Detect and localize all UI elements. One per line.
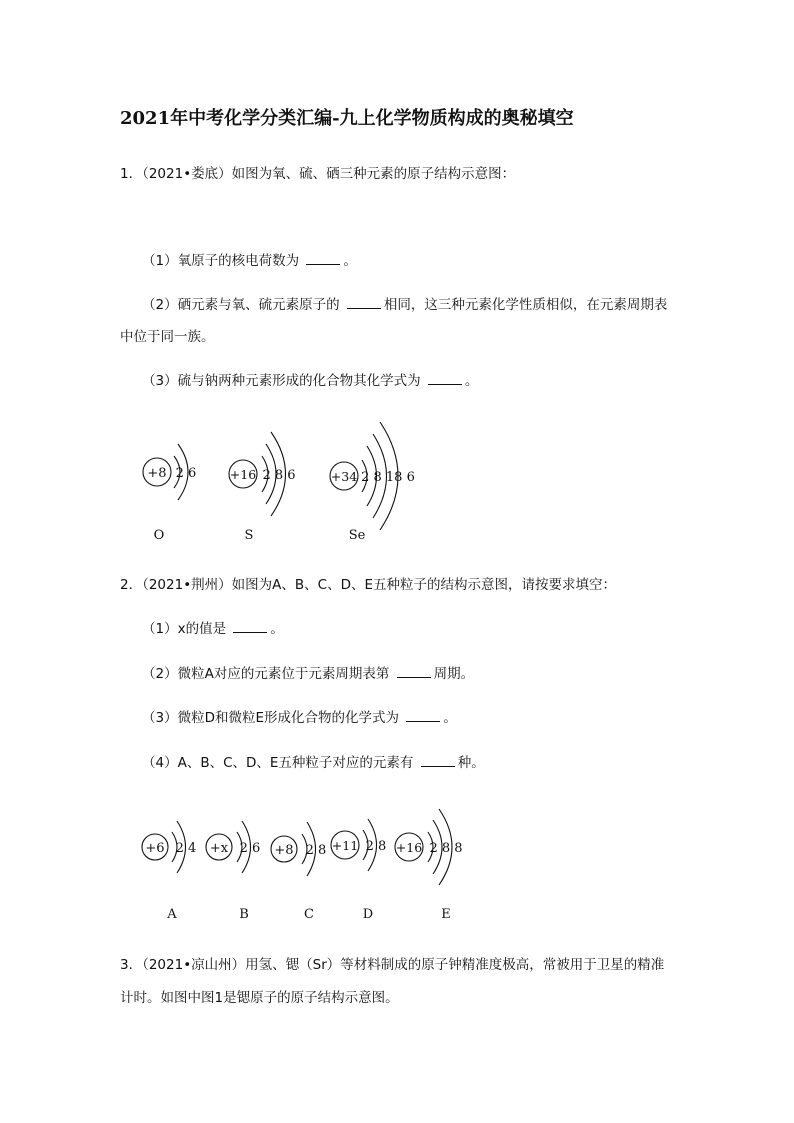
answer-blank[interactable] <box>421 754 455 767</box>
atom-se-diagram <box>330 422 415 543</box>
particle-d-diagram <box>331 819 386 922</box>
question-3-stem-line-1: 3．（2021•凉山州）用氢、锶（Sr）等材料制成的原子钟精准度极高，常被用于卫星的精准 <box>120 957 665 973</box>
page-title: 2021年中考化学分类汇编-九上化学物质构成的奥秘填空 <box>120 108 574 129</box>
nucleus-charge: +16 <box>395 840 423 855</box>
nucleus-charge: +8 <box>274 843 294 858</box>
electron-config: 2 6 <box>239 841 261 856</box>
question-1-part-2 <box>142 293 667 313</box>
question-2-part-3 <box>142 706 457 726</box>
question-2-part-1 <box>142 617 284 637</box>
particle-c-diagram <box>271 822 326 922</box>
nucleus-charge: +8 <box>147 466 167 481</box>
q2-p3-end: 。 <box>443 710 457 726</box>
electron-config: 2 4 <box>175 841 197 856</box>
question-2-stem: 2．（2021•荆州）如图为A、B、C、D、E五种粒子的结构示意图，请按要求填空： <box>120 577 617 593</box>
question-2-part-2 <box>142 662 474 682</box>
answer-blank[interactable] <box>233 620 267 633</box>
q2-p4-end: 种。 <box>457 755 485 771</box>
q2-p1-text: （1）x的值是 <box>142 621 231 637</box>
nucleus-charge: +11 <box>331 838 359 853</box>
question-3-stem-line-2: 计时。如图中图1是锶原子的原子结构示意图。 <box>120 990 399 1006</box>
atom-label: Se <box>348 528 366 543</box>
particle-structure-diagram-q2 <box>0 800 794 930</box>
answer-blank[interactable] <box>306 252 340 265</box>
nucleus-charge: +34 <box>330 469 358 484</box>
q2-p3-text: （3）微粒D和微粒E形成化合物的化学式为 <box>142 710 404 726</box>
electron-config: 2 6 <box>175 466 197 481</box>
nucleus-charge: +16 <box>229 467 257 482</box>
atom-label: S <box>244 528 254 543</box>
particle-label: A <box>167 907 177 922</box>
q1-p1-text: （1）氧原子的核电荷数为 <box>142 253 304 269</box>
question-2-part-4 <box>142 751 485 771</box>
question-1-part-1 <box>142 249 357 269</box>
particle-label: C <box>304 907 314 922</box>
particle-e-diagram <box>395 809 463 922</box>
q1-p3-text: （3）硫与钠两种元素形成的化合物其化学式为 <box>142 373 425 389</box>
q1-p1-end: 。 <box>343 253 357 269</box>
particle-label: E <box>441 907 451 922</box>
question-1-part-2-cont: 中位于同一族。 <box>120 329 215 345</box>
q1-p3-end: 。 <box>464 373 479 389</box>
electron-config: 2 8 18 6 <box>361 470 415 485</box>
particle-b-diagram <box>206 821 260 922</box>
q1-p2-text: （2）硒元素与氧、硫元素原子的 <box>142 297 344 313</box>
atom-label: O <box>153 528 165 543</box>
electron-config: 2 8 6 <box>262 468 296 483</box>
answer-blank[interactable] <box>428 372 462 385</box>
electron-config: 2 8 <box>365 839 387 854</box>
answer-blank[interactable] <box>397 665 431 678</box>
atom-o-diagram <box>143 444 196 543</box>
particle-label: D <box>362 907 374 922</box>
answer-blank[interactable] <box>347 296 381 309</box>
electron-config: 2 8 8 <box>429 841 463 856</box>
particle-label: B <box>239 907 249 922</box>
q2-p2-end: 周期。 <box>433 666 475 682</box>
q1-p2-end: 相同，这三种元素化学性质相似，在元素周期表 <box>383 297 668 313</box>
answer-blank[interactable] <box>406 709 440 722</box>
q2-p4-text: （4）A、B、C、D、E五种粒子对应的元素有 <box>142 755 418 771</box>
nucleus-charge: +x <box>209 841 229 856</box>
particle-a-diagram <box>142 821 196 922</box>
q2-p2-text: （2）微粒A对应的元素位于元素周期表第 <box>142 666 394 682</box>
atom-structure-diagram-q1 <box>0 420 794 550</box>
atom-s-diagram <box>229 432 296 543</box>
question-1-stem: 1．（2021•娄底）如图为氧、硫、硒三种元素的原子结构示意图： <box>120 166 516 182</box>
q2-p1-end: 。 <box>270 621 284 637</box>
nucleus-charge: +6 <box>145 841 165 856</box>
electron-config: 2 8 <box>305 843 327 858</box>
question-1-part-3 <box>142 369 478 389</box>
